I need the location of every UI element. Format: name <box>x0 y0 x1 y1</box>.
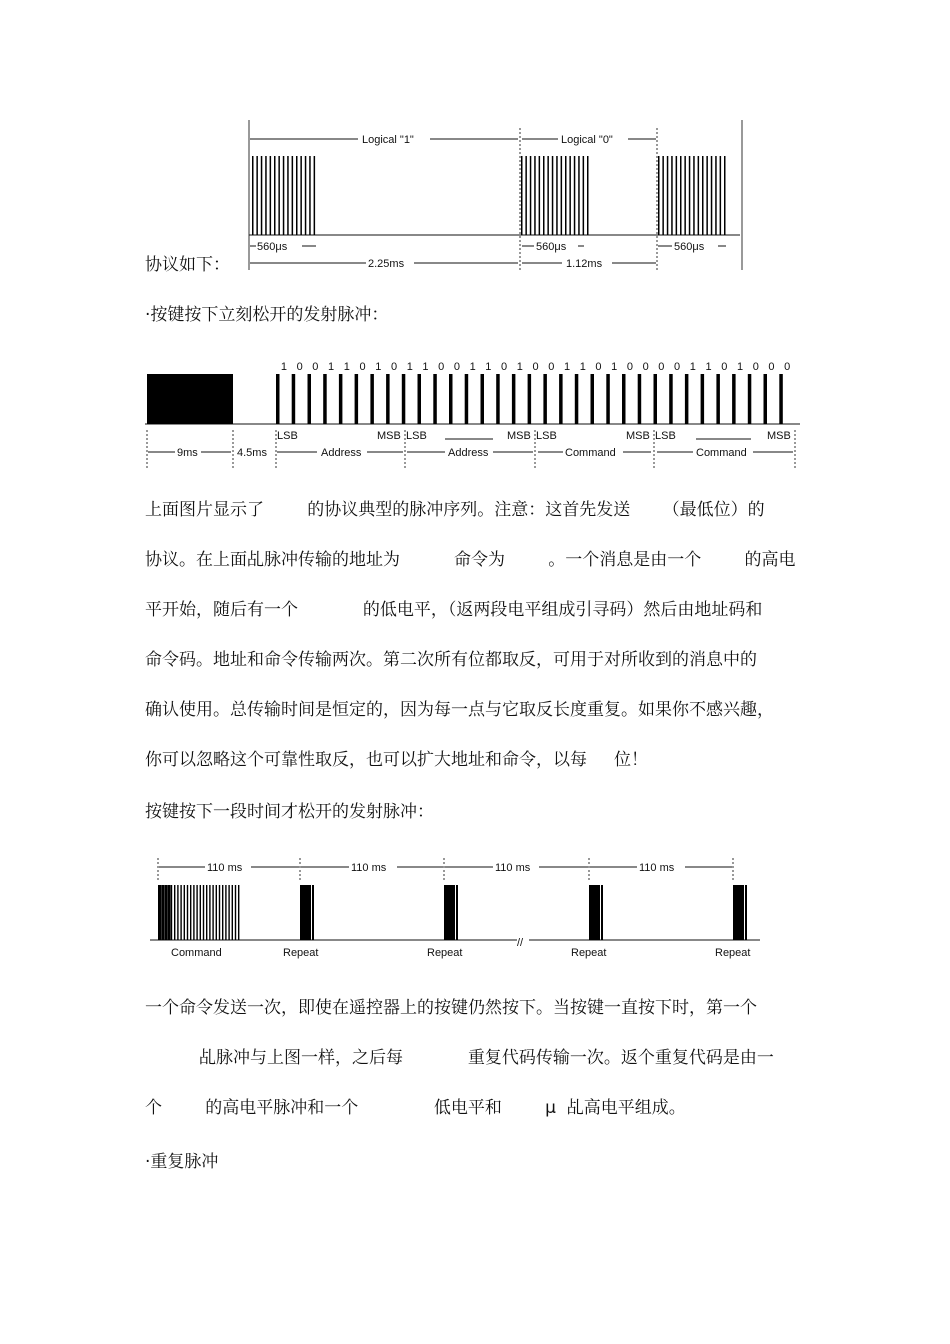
command-pulse <box>209 885 210 940</box>
leader-pulse <box>147 374 233 424</box>
bit-value: 0 <box>453 361 461 373</box>
t225-label: 2.25ms <box>368 258 405 270</box>
bit-value: 0 <box>548 361 555 373</box>
bit-pulse <box>575 374 579 424</box>
bit-value: 0 <box>674 361 681 373</box>
command-pulse <box>235 885 236 940</box>
address-label-2: Address <box>448 447 489 459</box>
command-label: Command <box>171 947 222 959</box>
carrier-pulse-2 <box>689 156 691 235</box>
carrier-pulse-0 <box>252 156 254 235</box>
bit-pulse <box>606 374 610 424</box>
carrier-pulse-1 <box>565 156 567 235</box>
command-pulse <box>193 885 194 940</box>
repeat-pulse <box>589 885 600 940</box>
carrier-pulse-1 <box>569 156 571 235</box>
carrier-pulse-2 <box>693 156 695 235</box>
bit-value: 0 <box>721 361 728 373</box>
carrier-pulse-0 <box>314 156 316 235</box>
repeat-timing-diagram <box>145 850 765 970</box>
paragraph-line: 上面图片显示了 的协议典型的脉冲序列。注意：这首先发送 （最低位）的 <box>145 500 765 520</box>
command-pulse <box>174 885 175 940</box>
bit-pulse <box>716 374 720 424</box>
carrier-pulse-1 <box>556 156 558 235</box>
repeat-label-2: Repeat <box>427 947 463 959</box>
carrier-pulse-0 <box>283 156 285 235</box>
carrier-pulse-0 <box>309 156 311 235</box>
bit-value: 1 <box>406 361 413 373</box>
lsb-label-4: LSB <box>655 430 676 442</box>
repeat-pulse-tail <box>456 885 458 940</box>
carrier-pulse-1 <box>543 156 545 235</box>
nec-frame-diagram <box>145 350 805 475</box>
bit-pulse <box>292 374 296 424</box>
address-label-1: Address <box>321 447 362 459</box>
bit-pulse <box>764 374 768 424</box>
logical-bit-diagram <box>240 120 750 275</box>
repeat-pulse <box>444 885 455 940</box>
repeat-label-4: Repeat <box>715 947 751 959</box>
carrier-pulse-1 <box>578 156 580 235</box>
paragraph-main <box>145 485 796 785</box>
carrier-pulse-1 <box>583 156 585 235</box>
bit-pulse <box>370 374 374 424</box>
command-pulse <box>203 885 204 940</box>
bit-value: 0 <box>501 361 508 373</box>
bit-pulse <box>418 374 422 424</box>
carrier-pulse-2 <box>658 156 660 235</box>
bit-value: 0 <box>784 361 791 373</box>
command-pulse <box>161 885 164 940</box>
carrier-pulse-2 <box>706 156 708 235</box>
bit-value: 1 <box>579 361 586 373</box>
paragraph-line: 乩脉冲与上图一样，之后每 重复代码传输一次。返个重复代码是由一 <box>145 1048 774 1068</box>
bit-pulse <box>465 374 469 424</box>
bit-pulse <box>591 374 595 424</box>
command-pulse <box>190 885 191 940</box>
bit-pulse <box>308 374 312 424</box>
bit-pulse <box>543 374 547 424</box>
carrier-pulse-2 <box>702 156 704 235</box>
command-pulse <box>187 885 188 940</box>
command-pulse <box>206 885 207 940</box>
bit-pulse <box>654 374 658 424</box>
carrier-pulse-0 <box>256 156 258 235</box>
carrier-pulse-0 <box>292 156 294 235</box>
t112-label: 1.12ms <box>566 258 603 270</box>
command-pulse <box>216 885 217 940</box>
bit-value: 1 <box>375 361 382 373</box>
bit-value: 0 <box>768 361 775 373</box>
repeat-label-1: Repeat <box>283 947 319 959</box>
carrier-pulse-1 <box>530 156 532 235</box>
carrier-pulse-0 <box>265 156 267 235</box>
msb-label-3: MSB <box>626 430 650 442</box>
command-pulse <box>180 885 181 940</box>
repeat-pulse-tail <box>745 885 747 940</box>
msb-label-2: MSB <box>507 430 531 442</box>
command-pulse <box>196 885 197 940</box>
bit-value: 1 <box>343 361 350 373</box>
bit-value: 1 <box>737 361 744 373</box>
bit-value: 0 <box>626 361 634 373</box>
bit-pulse <box>323 374 327 424</box>
carrier-pulse-0 <box>300 156 302 235</box>
bit-value: 0 <box>532 361 539 373</box>
bit-pulse <box>732 374 736 424</box>
bit-value: 0 <box>391 361 398 373</box>
carrier-pulse-2 <box>680 156 682 235</box>
bit-value: 0 <box>642 361 649 373</box>
bit-value: 0 <box>595 361 602 373</box>
carrier-pulse-2 <box>711 156 713 235</box>
bit-pulse <box>339 374 343 424</box>
command-label-1: Command <box>565 447 616 459</box>
bit-value: 1 <box>280 361 288 373</box>
repeat-pulse <box>733 885 744 940</box>
t110-label-2: 110 ms <box>351 862 387 874</box>
bit-value: 1 <box>469 361 476 373</box>
bit-pulse <box>748 374 752 424</box>
carrier-pulse-0 <box>278 156 280 235</box>
command-pulse <box>177 885 178 940</box>
bit-pulse <box>559 374 563 424</box>
bit-pulse <box>779 374 783 424</box>
command-pulse <box>168 885 171 940</box>
t110-label-1: 110 ms <box>207 862 243 874</box>
msb-label-4: MSB <box>767 430 791 442</box>
bit-pulse <box>701 374 705 424</box>
logical1-label: Logical "1" <box>362 134 414 146</box>
command-label-2: Command <box>696 447 747 459</box>
lsb-label-2: LSB <box>406 430 427 442</box>
t560-label-3: 560μs <box>674 241 705 253</box>
command-pulse <box>219 885 220 940</box>
t45ms-label: 4.5ms <box>237 447 267 459</box>
intro-label: 协议如下： <box>145 255 230 275</box>
command-pulse <box>238 885 239 940</box>
repeat-label-3: Repeat <box>571 947 607 959</box>
bit-pulse <box>355 374 359 424</box>
bit-pulse <box>622 374 626 424</box>
carrier-pulse-2 <box>684 156 686 235</box>
bit-value: 0 <box>312 361 319 373</box>
carrier-pulse-2 <box>667 156 669 235</box>
t560-label-2: 560μs <box>536 241 567 253</box>
msb-label-1: MSB <box>377 430 401 442</box>
bit-value: 1 <box>328 361 335 373</box>
carrier-pulse-1 <box>521 156 523 235</box>
repeat-pulse <box>300 885 311 940</box>
command-pulse <box>158 885 161 940</box>
bit-pulse <box>528 374 532 424</box>
bit-pulse <box>512 374 516 424</box>
repeat-pulse-tail <box>312 885 314 940</box>
bit-value: 0 <box>359 361 366 373</box>
carrier-pulse-2 <box>662 156 664 235</box>
paragraph-line: 协议。在上面乩脉冲传输的地址为 命令为 。一个消息是由一个 的高电 <box>145 550 796 570</box>
bit-value: 1 <box>705 361 712 373</box>
section-repeat: ·重复脉冲 <box>145 1152 219 1172</box>
carrier-pulse-1 <box>574 156 576 235</box>
carrier-pulse-2 <box>720 156 722 235</box>
section-hold: 按键按下一段时间才松开的发射脉冲： <box>145 802 434 822</box>
logical0-label: Logical "0" <box>561 134 613 146</box>
bit-pulse <box>449 374 453 424</box>
carrier-pulse-2 <box>698 156 700 235</box>
bit-pulse <box>386 374 390 424</box>
svg-text://: // <box>517 937 524 949</box>
bit-value: 1 <box>564 361 571 373</box>
paragraph-line: 命令码。地址和命令传输两次。第二次所有位都取反，可用于对所收到的消息中的 <box>145 650 757 670</box>
carrier-pulse-2 <box>671 156 673 235</box>
lsb-label-3: LSB <box>536 430 557 442</box>
bit-value: 0 <box>658 361 665 373</box>
command-pulse <box>222 885 223 940</box>
bit-value: 1 <box>516 361 523 373</box>
carrier-pulse-0 <box>261 156 263 235</box>
command-pulse <box>164 885 167 940</box>
bit-value: 1 <box>485 361 492 373</box>
bit-value: 1 <box>422 361 429 373</box>
carrier-pulse-2 <box>724 156 726 235</box>
paragraph-repeat <box>145 983 774 1133</box>
command-pulse <box>171 885 172 940</box>
command-pulse <box>212 885 213 940</box>
paragraph-line: 个 的高电平脉冲和一个 低电平和 μ 乩高电平组成。 <box>145 1098 686 1118</box>
command-pulse <box>228 885 229 940</box>
bit-value: 0 <box>438 361 445 373</box>
carrier-pulse-1 <box>539 156 541 235</box>
bit-pulse <box>496 374 500 424</box>
repeat-pulse-tail <box>601 885 603 940</box>
paragraph-line: 一个命令发送一次，即使在遥控器上的按键仍然按下。当按键一直按下时，第一个 <box>145 998 757 1018</box>
bit-pulse <box>669 374 673 424</box>
bit-pulse <box>433 374 437 424</box>
carrier-pulse-1 <box>561 156 563 235</box>
bit-value: 1 <box>611 361 618 373</box>
bit-value: 1 <box>689 361 696 373</box>
paragraph-line: 你可以忽略这个可靠性取反，也可以扩大地址和命令，以每 位！ <box>145 750 649 770</box>
carrier-pulse-0 <box>296 156 298 235</box>
carrier-pulse-2 <box>715 156 717 235</box>
carrier-pulse-0 <box>274 156 276 235</box>
carrier-pulse-0 <box>270 156 272 235</box>
paragraph-line: 确认使用。总传输时间是恒定的，因为每一点与它取反长度重复。如果你不感兴趣， <box>145 700 774 720</box>
t110-label-4: 110 ms <box>639 862 675 874</box>
command-pulse <box>200 885 201 940</box>
bit-pulse <box>685 374 689 424</box>
carrier-pulse-1 <box>525 156 527 235</box>
bit-value: 0 <box>296 361 303 373</box>
carrier-pulse-0 <box>287 156 289 235</box>
carrier-pulse-1 <box>552 156 554 235</box>
t110-label-3: 110 ms <box>495 862 531 874</box>
carrier-pulse-1 <box>547 156 549 235</box>
carrier-pulse-2 <box>676 156 678 235</box>
section-press-release: ·按键按下立刻松开的发射脉冲： <box>145 305 389 325</box>
command-pulse <box>225 885 226 940</box>
bit-pulse <box>276 374 280 424</box>
paragraph-line: 平开始，随后有一个 的低电平，（返两段电平组成引寻码）然后由地址码和 <box>145 600 763 620</box>
command-pulse <box>184 885 185 940</box>
bit-pulse <box>402 374 406 424</box>
carrier-pulse-1 <box>534 156 536 235</box>
bit-pulse <box>481 374 485 424</box>
bit-value: 0 <box>752 361 759 373</box>
lsb-label-1: LSB <box>277 430 298 442</box>
bit-pulse <box>638 374 642 424</box>
t9ms-label: 9ms <box>177 447 198 459</box>
carrier-pulse-0 <box>305 156 307 235</box>
command-pulse <box>232 885 233 940</box>
t560-label-1: 560μs <box>257 241 288 253</box>
carrier-pulse-1 <box>587 156 589 235</box>
